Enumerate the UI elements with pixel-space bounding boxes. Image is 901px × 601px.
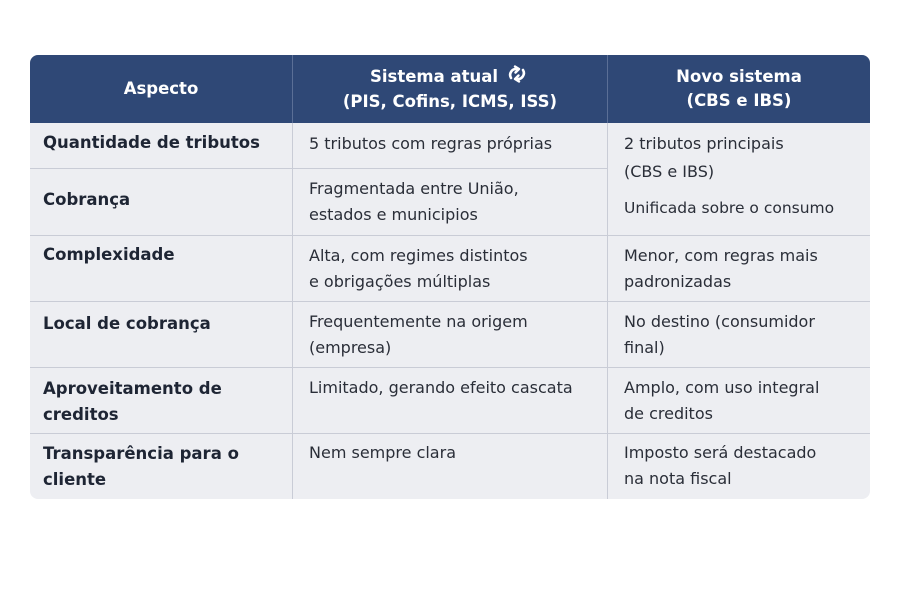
row-current-text: Frequentemente na origem: [309, 312, 528, 331]
row-new: [624, 375, 819, 427]
row-current: [309, 440, 456, 466]
row-aspect-text: creditos: [43, 405, 119, 424]
row-aspect-text: Cobrança: [43, 190, 131, 209]
row-new-text: de creditos: [624, 404, 713, 423]
row-aspect: [43, 242, 175, 268]
row-new-text: Unificada sobre o consumo: [624, 199, 835, 217]
header-aspect-label: Aspecto: [123, 79, 199, 98]
row-new: [624, 131, 784, 185]
row-divider: [30, 367, 870, 368]
row-new: [624, 243, 818, 295]
row-current-text: Alta, com regimes distintos: [309, 246, 528, 265]
row-current-text: e obrigações múltiplas: [309, 272, 491, 291]
row-current-text: Fragmentada entre União,: [309, 179, 519, 198]
row-divider: [30, 433, 870, 434]
row-aspect: [43, 441, 239, 493]
row-aspect-text: Quantidade de tributos: [43, 133, 260, 152]
row-new: [624, 195, 834, 221]
row-current-text: Nem sempre clara: [309, 443, 456, 462]
row-divider: [30, 235, 870, 236]
table-header: [30, 55, 870, 123]
row-divider: [30, 301, 870, 302]
row-aspect: [43, 130, 260, 156]
row-current-text: (empresa): [309, 338, 392, 357]
row-aspect-text: Complexidade: [43, 245, 175, 264]
row-new-text: No destino (consumidor: [624, 312, 815, 331]
row-new: [624, 440, 816, 492]
row-new-text: (CBS e IBS): [624, 162, 715, 181]
row-aspect-text: Transparência para o: [43, 444, 239, 463]
row-current-text: estados e municipios: [309, 205, 478, 224]
header-new-system: [608, 55, 870, 123]
row-aspect: [43, 187, 130, 213]
row-current: [309, 375, 573, 401]
refresh-icon: [504, 65, 530, 90]
row-current-text: Limitado, gerando efeito cascata: [309, 378, 573, 397]
header-current-line1-wrap: [370, 65, 530, 90]
header-new-line1: Novo sistema: [676, 67, 802, 86]
row-aspect: [43, 376, 222, 428]
row-current: [309, 131, 552, 157]
header-new-line2: (CBS e IBS): [686, 91, 792, 110]
row-aspect-text: cliente: [43, 470, 107, 489]
header-aspect: [30, 55, 292, 123]
row-new-text: Menor, com regras mais: [624, 246, 818, 265]
header-current-line2: (PIS, Cofins, ICMS, ISS): [342, 91, 558, 111]
column-divider: [607, 123, 608, 499]
header-current-line1: Sistema atual: [369, 66, 499, 86]
row-new-text: 2 tributos principais: [624, 134, 784, 153]
row-current: [309, 176, 519, 228]
row-new-text: Imposto será destacado: [624, 443, 817, 462]
row-new-text: padronizadas: [624, 272, 732, 291]
row-new-text: final): [624, 338, 665, 357]
row-divider: [30, 168, 607, 169]
header-current-system: [293, 55, 607, 123]
row-new-text: Amplo, com uso integral: [624, 378, 820, 397]
comparison-table: [30, 55, 870, 499]
row-current-text: 5 tributos com regras próprias: [309, 134, 553, 153]
row-new-text: na nota fiscal: [624, 469, 732, 488]
row-current: [309, 243, 528, 295]
row-aspect: [43, 311, 211, 337]
row-aspect-text: Aproveitamento de: [43, 379, 222, 398]
row-aspect-text: Local de cobrança: [43, 314, 211, 333]
row-new: [624, 309, 815, 361]
row-current: [309, 309, 528, 361]
column-divider: [292, 123, 293, 499]
